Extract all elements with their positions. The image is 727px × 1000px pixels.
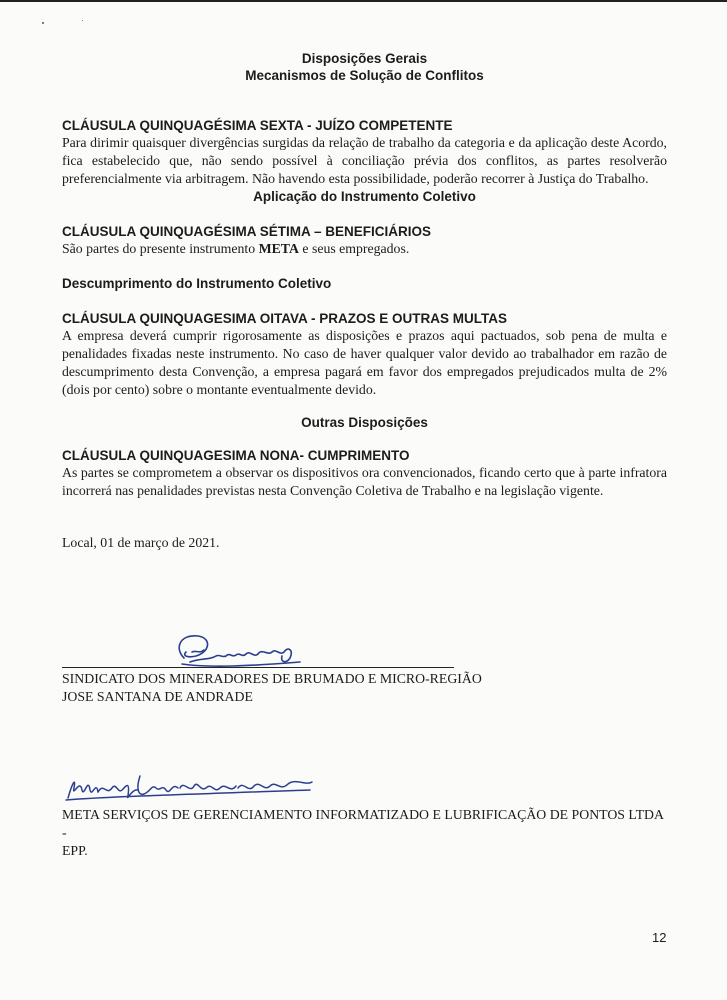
scan-speck xyxy=(42,22,44,24)
document-body xyxy=(62,50,667,552)
clause-56-text: Para dirimir quaisquer divergências surgidas da relação de trabalho da categoria e da aplicação deste Acordo, fica estabelecido que, não sendo possível à conciliação prévia dos conflitos, as partes resolverão preferencialmente via arbitragem. Não havendo esta possibilidade, poderão recorrer à Justiça do Trabalho. xyxy=(62,135,667,186)
scan-speck xyxy=(82,20,83,21)
page-number: 12 xyxy=(652,930,667,945)
signature-block-union xyxy=(62,667,667,706)
clause-58-text: A empresa deverá cumprir rigorosamente as disposições e prazos aqui pactuados, sob pena de multa e penalidades fixadas neste instrumento. No caso de haver qualquer valor devido ao trabalhador em razão de descumprimento desta Convenção, a empresa pagará em favor dos empregados prejudicados multa de 2% (dois por cento) sobre o montante eventualmente devido. xyxy=(62,328,667,397)
clause-56-title: CLÁUSULA QUINQUAGÉSIMA SEXTA - JUÍZO COMPETENTE xyxy=(62,118,453,133)
clause-59-text: As partes se comprometem a observar os dispositivos ora convencionados, ficando certo que à parte infratora incorrerá nas penalidades previstas nesta Convenção Coletiva de Trabalho e na legislação vigente. xyxy=(62,465,667,499)
scan-top-edge xyxy=(0,0,727,2)
section-heading-application: Aplicação do Instrumento Coletivo xyxy=(253,189,476,205)
signatory-union-name: SINDICATO DOS MINERADORES DE BRUMADO E MICRO-REGIÃO xyxy=(62,671,482,686)
clause-57-text-after: e seus empregados. xyxy=(298,241,410,257)
signature-block-company xyxy=(62,806,667,860)
section-heading-general: Disposições Gerais xyxy=(301,51,428,66)
clause-57-party-name: META xyxy=(258,241,299,257)
clause-57-title: CLÁUSULA QUINQUAGÉSIMA SÉTIMA – BENEFICIÁRIOS xyxy=(62,224,432,240)
signatory-company-name-line2: EPP. xyxy=(62,843,88,858)
signature-line xyxy=(62,667,454,668)
signature-company-representative xyxy=(60,768,320,806)
place-and-date: Local, 01 de março de 2021. xyxy=(62,534,220,550)
section-heading-other: Outras Disposições xyxy=(301,415,428,431)
clause-59-title: CLÁUSULA QUINQUAGESIMA NONA- CUMPRIMENTO xyxy=(62,448,410,464)
clause-57-text xyxy=(62,240,667,258)
clause-58-title: CLÁUSULA QUINQUAGESIMA OITAVA - PRAZOS E OUTRAS MULTAS xyxy=(62,311,507,327)
section-heading-breach: Descumprimento do Instrumento Coletivo xyxy=(62,276,332,292)
clause-57-text-before: São partes do presente instrumento xyxy=(62,241,259,257)
signatory-union-person: JOSE SANTANA DE ANDRADE xyxy=(62,689,253,704)
section-heading-conflicts: Mecanismos de Solução de Conflitos xyxy=(245,68,484,83)
signatory-company-name-line1: META SERVIÇOS DE GERENCIAMENTO INFORMATIZADO E LUBRIFICAÇÃO DE PONTOS LTDA - xyxy=(62,807,664,840)
